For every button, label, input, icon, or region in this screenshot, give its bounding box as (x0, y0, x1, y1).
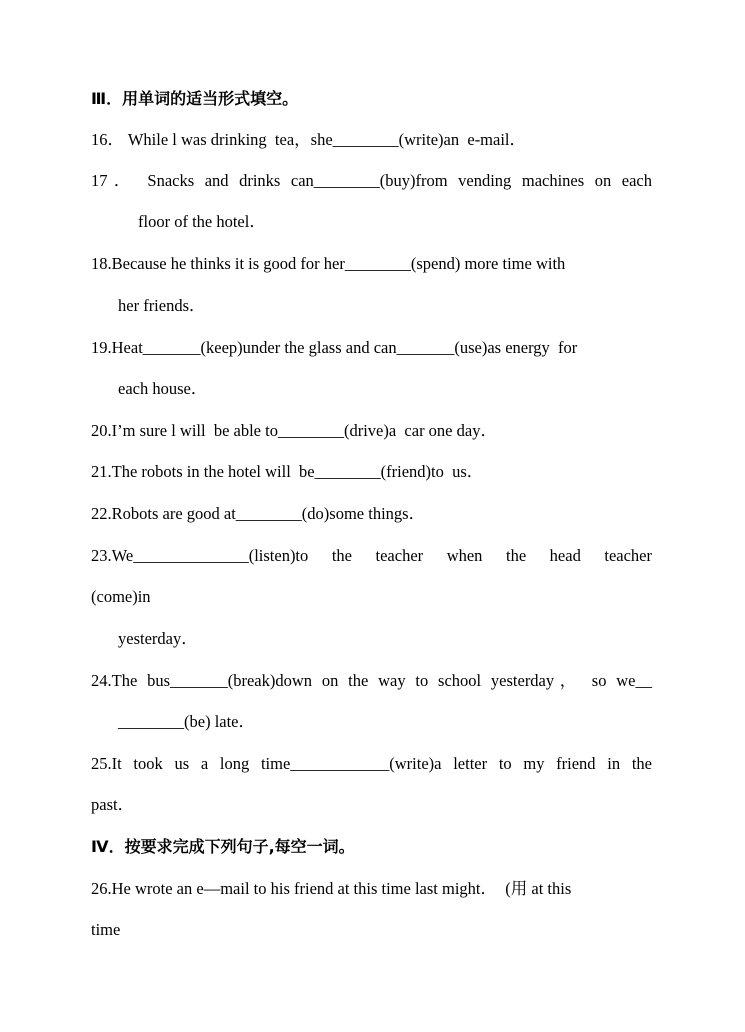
question-16: 16． While l was drinking tea，she________(write)an e-mail． (91, 130, 527, 149)
question-17-line-1: 17． Snacks and drinks can________(buy)from vending machines on each (91, 171, 652, 190)
question-25-line-2: past． (91, 795, 135, 814)
question-26-line-1: 26.He wrote an e—mail to his friend at this time last might． (用 at this (91, 879, 572, 898)
question-23-line-3: yesterday． (118, 629, 198, 648)
question-20: 20.I’m sure l will be able to________(drive)a car one day． (91, 421, 497, 440)
question-23-line-2: (come)in (91, 587, 151, 606)
question-17-line-2: floor of the hotel． (138, 212, 266, 231)
question-24-line-2: ________(be) late． (118, 712, 256, 731)
question-21: 21.The robots in the hotel will be________(friend)to us． (91, 462, 484, 481)
question-25-line-1: 25.It took us a long time____________(write)a letter to my friend in the (91, 754, 652, 773)
question-26-line-2: time (91, 920, 121, 939)
section-heading-4: Ⅳ．按要求完成下列句子,每空一词。 (91, 837, 355, 856)
question-24-line-1: 24.The bus_______(break)down on the way to school yesterday， so we__ (91, 671, 652, 690)
question-18-line-1: 18.Because he thinks it is good for her________(spend) more time with (91, 254, 566, 273)
question-22: 22.Robots are good at________(do)some things． (91, 504, 426, 523)
question-19-line-1: 19.Heat_______(keep)under the glass and can_______(use)as energy for (91, 338, 578, 357)
question-23-line-1: 23.We______________(listen)to the teacher when the head teacher (91, 546, 652, 565)
question-19-line-2: each house． (118, 379, 208, 398)
question-18-line-2: her friends． (118, 296, 206, 315)
section-heading-3: Ⅲ．用单词的适当形式填空。 (91, 89, 299, 108)
